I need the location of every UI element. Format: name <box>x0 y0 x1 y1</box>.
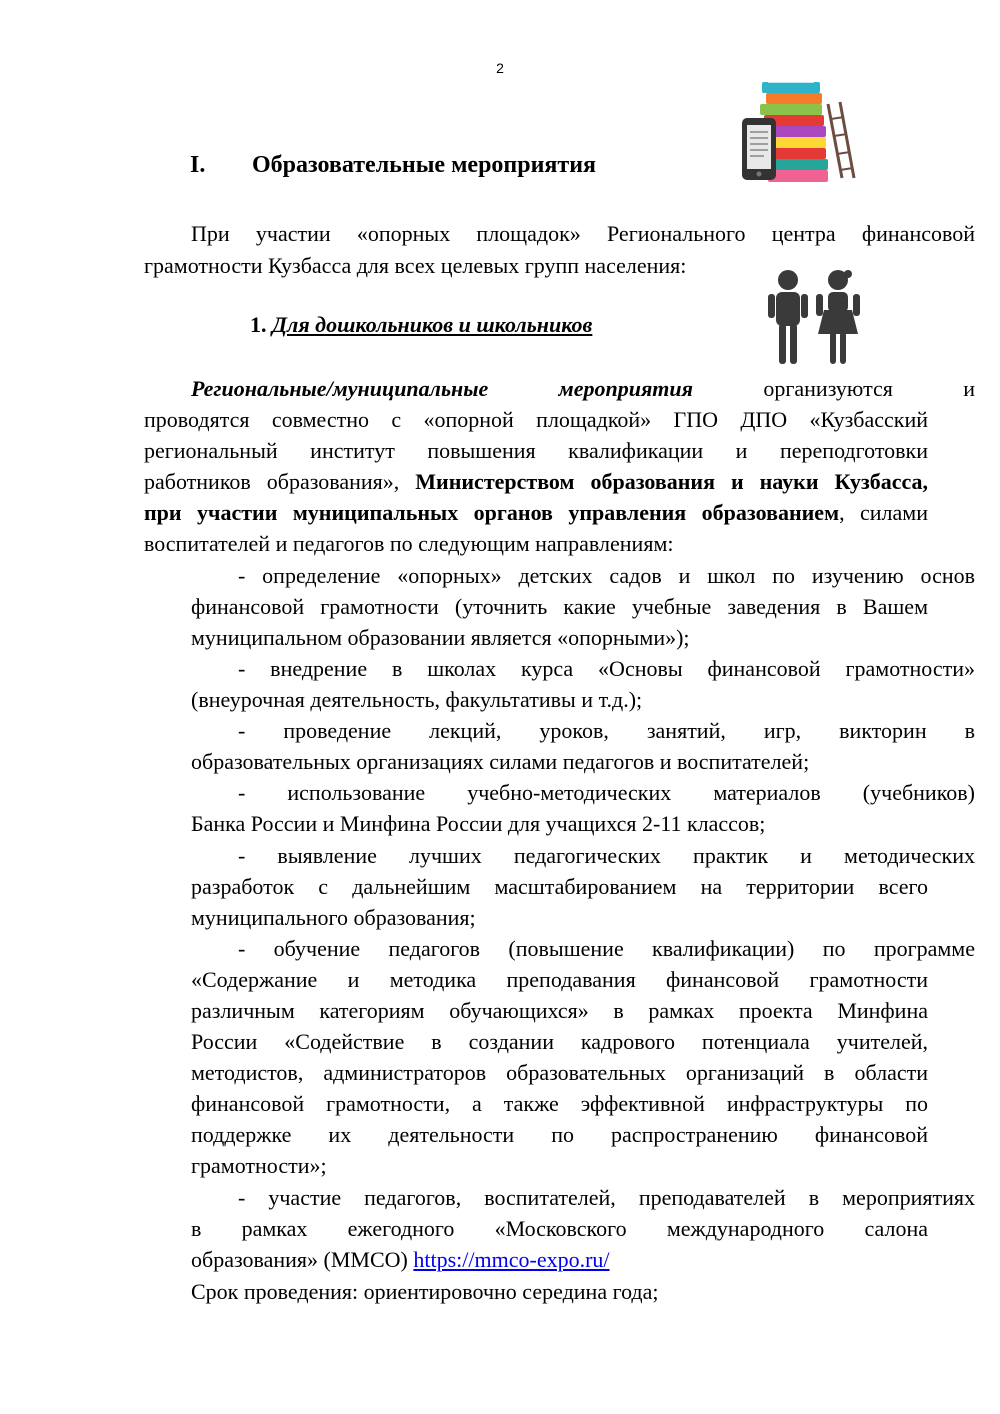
subsection-heading <box>250 312 592 338</box>
bullet-2-line-2: (внеурочная деятельность, факультативы и т.д.); <box>191 687 643 712</box>
bullet-6-line-3: различным категориям обучающихся» в рамках проекта Минфина <box>191 998 928 1023</box>
bullet-5-line-2: разработок с дальнейшим масштабированием на территории всего <box>191 874 928 899</box>
bullet-3-line-2: образовательных организациях силами педагогов и воспитателей; <box>191 749 810 774</box>
bullet-5-line-3: муниципального образования; <box>191 905 476 930</box>
bullet-1-line-1: - определение «опорных» детских садов и школ по изучению основ <box>238 563 975 588</box>
main-line-4-start: работников образования», <box>144 469 400 494</box>
intro-line-2: грамотности Кузбасса для всех целевых групп населения: <box>144 253 687 278</box>
page-number: 2 <box>496 60 504 76</box>
books-stack-icon <box>738 74 866 190</box>
bullet-4-line-1: - использование учебно-методических материалов (учебников) <box>238 780 975 805</box>
bullet-6-line-8: грамотности»; <box>191 1153 327 1178</box>
deadline-line: Срок проведения: ориентировочно середина года; <box>191 1279 659 1304</box>
bullet-6-line-2: «Содержание и методика преподавания финансовой грамотности <box>191 967 928 992</box>
bullet-7-line-2: в рамках ежегодного «Московского международного салона <box>191 1216 928 1241</box>
bullet-5-line-1: - выявление лучших педагогических практик и методических <box>238 843 975 868</box>
section-heading <box>190 152 596 179</box>
bullet-1-line-2: финансовой грамотности (уточнить какие учебные заведения в Вашем <box>191 594 928 619</box>
main-line-1-rest: организуются и <box>763 376 975 401</box>
main-line-5-rest: , силами <box>839 500 928 525</box>
main-paragraph-line-4 <box>144 466 928 497</box>
mmco-link[interactable]: https://mmco-expo.ru/ <box>413 1247 610 1272</box>
bullet-7-line-3 <box>191 1244 928 1275</box>
bullet-3-line-1: - проведение лекций, уроков, занятий, игр, викторин в <box>238 718 975 743</box>
municipal-bold: при участии муниципальных органов управления образованием <box>144 500 840 525</box>
main-paragraph-line-1 <box>144 373 975 404</box>
bullet-4-line-2: Банка России и Минфина России для учащихся 2-11 классов; <box>191 811 766 836</box>
ministry-bold: Министерством образования и науки Кузбасса, <box>415 469 928 494</box>
subsection-number: 1. <box>250 312 267 337</box>
bullet-6-line-1: - обучение педагогов (повышение квалификации) по программе <box>238 936 975 961</box>
bullet-1-line-3: муниципальном образовании является «опорными»); <box>191 625 690 650</box>
subsection-title: Для дошкольников и школьников <box>272 312 593 337</box>
bold-italic-lead: Региональные/муниципальные мероприятия <box>191 376 693 401</box>
bullet-6-line-6: финансовой грамотности, а также эффективной инфраструктуры по <box>191 1091 928 1116</box>
bullet-6-line-4: России «Содействие в создании кадрового потенциала учителей, <box>191 1029 928 1054</box>
bullet-7-line-3-text: образования» (ММСО) <box>191 1247 414 1272</box>
bullet-2-line-1: - внедрение в школах курса «Основы финансовой грамотности» <box>238 656 975 681</box>
main-paragraph-line-6: воспитателей и педагогов по следующим направлениям: <box>144 531 674 556</box>
children-icon <box>764 268 862 368</box>
main-paragraph-line-5 <box>144 497 928 528</box>
bullet-6-line-7: поддержке их деятельности по распространению финансовой <box>191 1122 928 1147</box>
main-paragraph-line-2: проводятся совместно с «опорной площадкой» ГПО ДПО «Кузбасский <box>144 407 928 432</box>
section-number: I. <box>190 152 206 178</box>
section-title: Образовательные мероприятия <box>252 152 597 178</box>
intro-line-1: При участии «опорных площадок» Регионального центра финансовой <box>191 221 975 246</box>
bullet-7-line-1: - участие педагогов, воспитателей, преподавателей в мероприятиях <box>238 1185 975 1210</box>
bullet-6-line-5: методистов, администраторов образовательных организаций в области <box>191 1060 928 1085</box>
main-paragraph-line-3: региональный институт повышения квалификации и переподготовки <box>144 438 928 463</box>
